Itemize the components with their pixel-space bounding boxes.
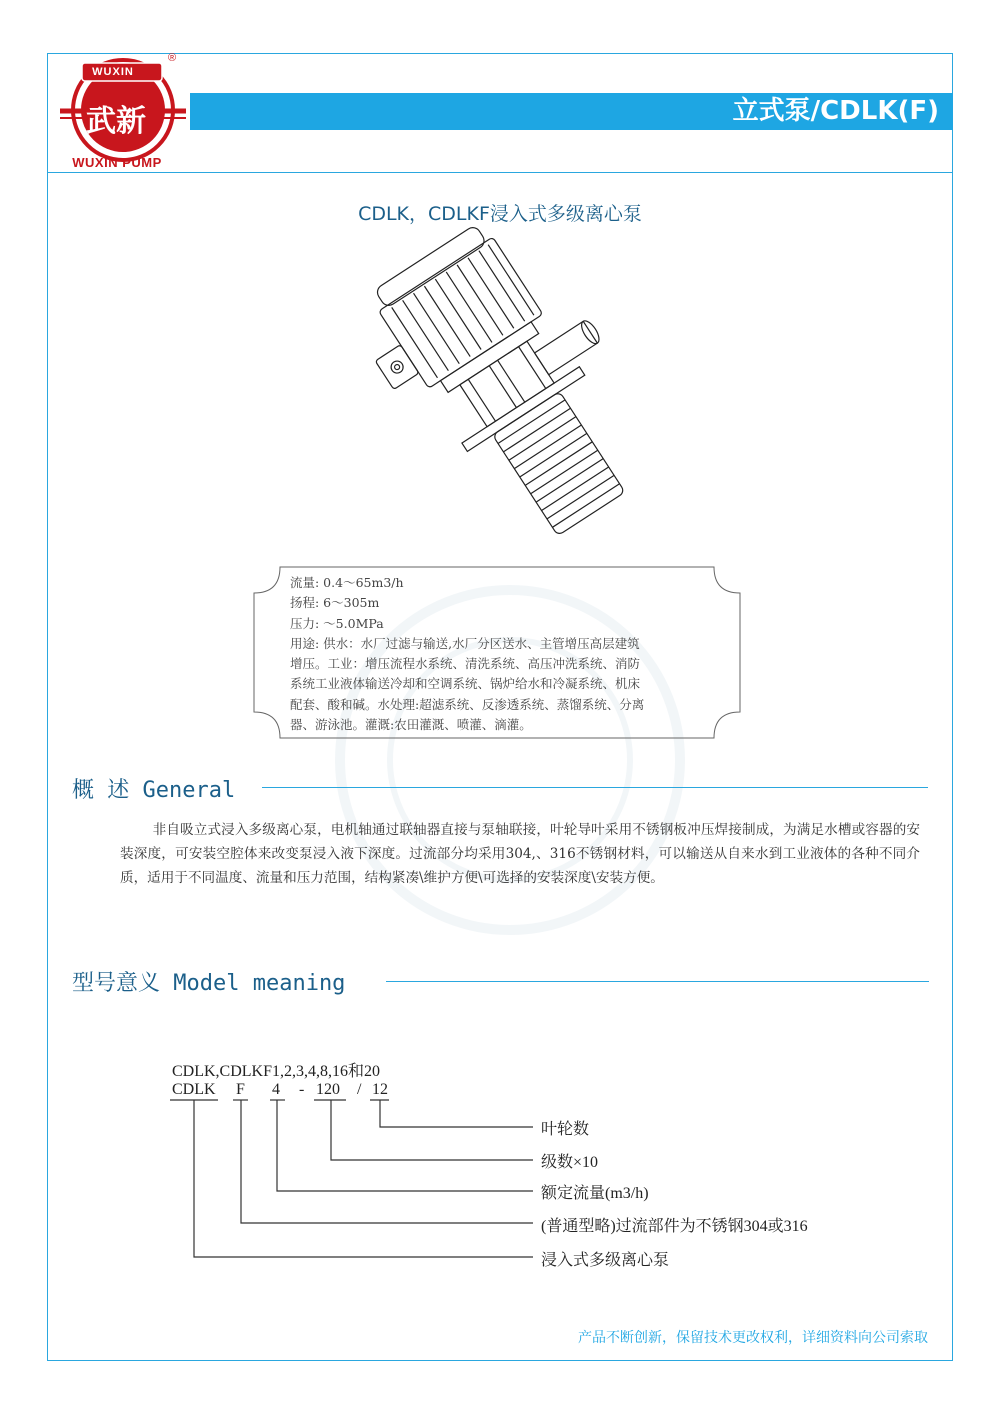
code-part-dash: - xyxy=(299,1081,305,1098)
logo-chinese-text: 武新 xyxy=(86,104,146,139)
code-part-stages: 120 xyxy=(316,1081,340,1098)
general-paragraph: 非自吸立式浸入多级离心泵，电机轴通过联轴器直接与泵轴联接，叶轮导叶采用不锈钢板冲压焊接制成，为满足水槽或容器的安装深度，可安装空腔体来改变泵浸入液下深度。过流部分均采用304,、316不锈钢材料，可以输送从自来水到工业液体的各种不同介质，适用于不同温度、流量和压力范围，结构紧凑\维护方便\可选择的安装深度\安装方便。 xyxy=(120,822,920,886)
legend-stages: 级数×10 xyxy=(541,1154,599,1171)
legend-material: (普通型略)过流部件为不锈钢304或316 xyxy=(541,1218,808,1235)
model-heading: 型号意义 Model meaning xyxy=(72,971,346,996)
spec-head: 扬程: 6～305m xyxy=(290,595,380,611)
spec-usage-line: 配套、酸和碱。水处理:超滤系统、反渗透系统、蒸馏系统、分离 xyxy=(290,696,645,712)
code-part-f: F xyxy=(236,1081,245,1098)
code-part-cdlk: CDLK xyxy=(172,1081,216,1098)
legend-impeller-count: 叶轮数 xyxy=(541,1121,590,1138)
footer-note: 产品不断创新，保留技术更改权利，详细资料向公司索取 xyxy=(578,1330,928,1346)
spec-usage-line: 器、游泳池。灌溉:农田灌溉、喷灌、滴灌。 xyxy=(290,717,532,733)
model-series: CDLK,CDLKF1,2,3,4,8,16和20 xyxy=(172,1063,381,1080)
page-title: 立式泵/CDLK(F) xyxy=(732,96,939,126)
code-part-flow: 4 xyxy=(272,1081,280,1098)
legend-pump-type: 浸入式多级离心泵 xyxy=(541,1252,670,1269)
spec-usage-line: 用途: 供水：水厂过滤与输送,水厂分区送水、主管增压高层建筑 xyxy=(290,635,640,651)
logo-subtitle: WUXIN PUMP xyxy=(72,155,162,170)
general-heading: 概 述 General xyxy=(72,778,236,803)
legend-rated-flow: 额定流量(m3/h) xyxy=(541,1185,649,1202)
spec-pressure: 压力: ～5.0MPa xyxy=(290,615,384,631)
spec-flow: 流量: 0.4～65m3/h xyxy=(290,575,404,590)
logo-brand-text: WUXIN xyxy=(92,66,134,78)
code-part-slash: / xyxy=(357,1081,362,1098)
spec-usage-line: 增压。工业：增压流程水系统、清洗系统、高压冲洗系统、消防 xyxy=(290,656,641,672)
registered-mark: ® xyxy=(168,52,177,64)
code-part-impellers: 12 xyxy=(372,1081,388,1098)
product-title: CDLK，CDLKF浸入式多级离心泵 xyxy=(358,203,642,225)
spec-usage-line: 系统工业液体输送冷却和空调系统、锅炉给水和冷凝系统、机床 xyxy=(290,676,641,692)
